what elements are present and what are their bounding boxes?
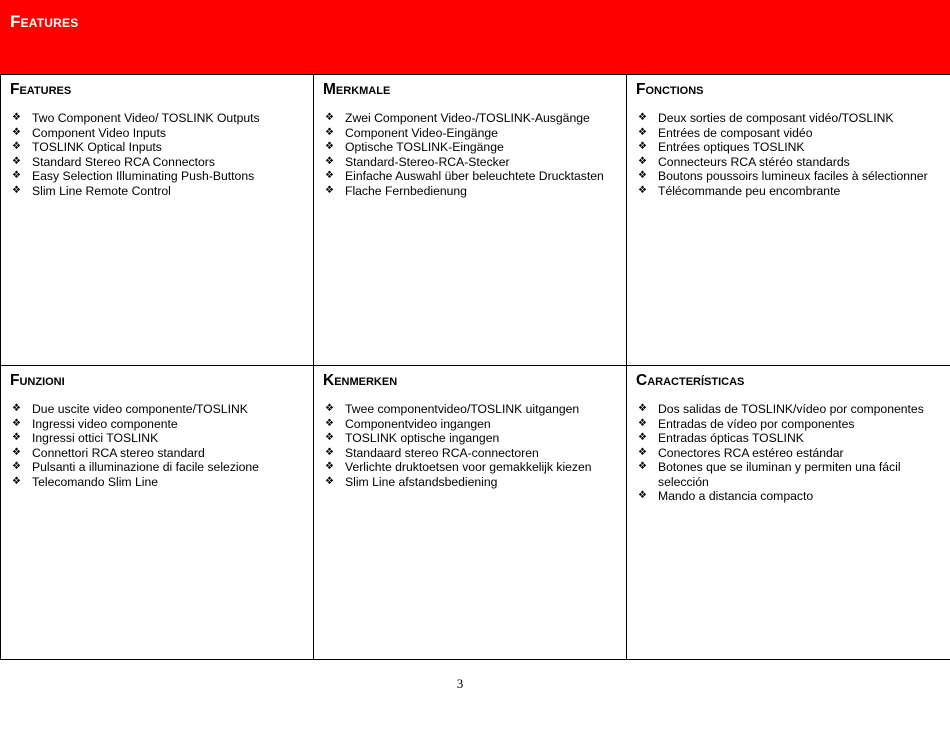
list-item (10, 140, 305, 155)
list-item-text: Télécommande peu encombrante (658, 183, 841, 198)
diamond-bullet-icon: ❖ (638, 432, 647, 443)
list-item-text: Flache Fernbedienung (345, 183, 467, 198)
feature-list (10, 111, 305, 198)
list-item-text: Entradas ópticas TOSLINK (658, 431, 804, 445)
diamond-bullet-icon: ❖ (12, 461, 21, 472)
list-item (10, 169, 305, 184)
list-item (10, 111, 305, 126)
diamond-bullet-icon: ❖ (638, 446, 647, 458)
diamond-bullet-icon: ❖ (638, 461, 647, 472)
list-item-text: Dos salidas de TOSLINK/vídeo por componentes (658, 402, 924, 416)
diamond-bullet-icon: ❖ (12, 126, 21, 138)
diamond-bullet-icon: ❖ (12, 446, 21, 458)
list-item (636, 446, 942, 461)
list-item (636, 169, 942, 184)
list-item-text: Ingressi ottici TOSLINK (32, 431, 159, 445)
list-item (323, 184, 618, 199)
diamond-bullet-icon: ❖ (12, 475, 21, 487)
page-number: 3 (456, 676, 464, 691)
section-french (627, 75, 950, 366)
diamond-bullet-icon: ❖ (325, 170, 334, 181)
list-item (10, 402, 305, 417)
list-item (636, 155, 942, 170)
diamond-bullet-icon: ❖ (325, 155, 334, 167)
section-title: Características (636, 372, 745, 389)
features-table (0, 75, 950, 660)
list-item-text: Component Video Inputs (32, 125, 166, 140)
diamond-bullet-icon: ❖ (325, 141, 334, 152)
diamond-bullet-icon: ❖ (325, 475, 334, 487)
section-spanish (627, 366, 950, 659)
list-item (10, 417, 305, 432)
section-dutch (314, 366, 627, 659)
feature-list (323, 402, 618, 489)
list-item (10, 126, 305, 141)
diamond-bullet-icon: ❖ (325, 417, 334, 429)
list-item (636, 417, 942, 432)
diamond-bullet-icon: ❖ (638, 112, 647, 123)
list-item-text: Verlichte druktoetsen voor gemakkelijk kiezen (345, 460, 592, 474)
section-english (1, 75, 314, 366)
section-title: Kenmerken (323, 372, 398, 389)
list-item-text: Slim Line afstandsbediening (345, 474, 498, 489)
feature-list (323, 111, 618, 198)
list-item (323, 460, 618, 475)
list-item-text: Botones que se iluminan y permiten una fácil selección (658, 460, 901, 489)
list-item-text: Telecomando Slim Line (32, 474, 159, 489)
list-item (323, 402, 618, 417)
diamond-bullet-icon: ❖ (325, 461, 334, 472)
diamond-bullet-icon: ❖ (325, 432, 334, 443)
list-item (636, 402, 942, 417)
section-title: Features (10, 81, 72, 98)
list-item (323, 155, 618, 170)
header-title: Features (10, 12, 79, 31)
diamond-bullet-icon: ❖ (325, 446, 334, 458)
list-item-text: TOSLINK Optical Inputs (32, 140, 162, 154)
section-title: Funzioni (10, 372, 65, 389)
list-item-text: Entradas de vídeo por componentes (658, 416, 855, 431)
list-item-text: Zwei Component Video-/TOSLINK-Ausgänge (345, 111, 590, 125)
diamond-bullet-icon: ❖ (638, 490, 647, 501)
header-banner (0, 0, 950, 75)
list-item-text: Einfache Auswahl über beleuchtete Drucktasten (345, 169, 604, 183)
diamond-bullet-icon: ❖ (638, 141, 647, 152)
list-item (10, 184, 305, 199)
list-item-text: Componentvideo ingangen (345, 416, 491, 431)
list-item (323, 475, 618, 490)
list-item-text: Connettori RCA stereo standard (32, 445, 205, 460)
list-item-text: Pulsanti a illuminazione di facile selezione (32, 460, 259, 474)
diamond-bullet-icon: ❖ (325, 126, 334, 138)
diamond-bullet-icon: ❖ (12, 170, 21, 181)
diamond-bullet-icon: ❖ (325, 184, 334, 196)
list-item-text: Entrées de composant vidéo (658, 125, 813, 140)
list-item-text: Entrées optiques TOSLINK (658, 140, 805, 154)
list-item-text: Slim Line Remote Control (32, 183, 171, 198)
list-item (323, 431, 618, 446)
feature-list (10, 402, 305, 489)
list-item (10, 460, 305, 475)
list-item-text: Component Video-Eingänge (345, 125, 498, 140)
list-item (636, 140, 942, 155)
list-item (10, 155, 305, 170)
list-item (10, 431, 305, 446)
diamond-bullet-icon: ❖ (638, 155, 647, 167)
list-item (636, 184, 942, 199)
diamond-bullet-icon: ❖ (12, 403, 21, 414)
diamond-bullet-icon: ❖ (325, 403, 334, 414)
feature-list (636, 402, 942, 504)
diamond-bullet-icon: ❖ (638, 417, 647, 429)
list-item (10, 446, 305, 461)
diamond-bullet-icon: ❖ (12, 155, 21, 167)
list-item-text: Mando a distancia compacto (658, 489, 814, 503)
diamond-bullet-icon: ❖ (638, 170, 647, 181)
section-title: Fonctions (636, 81, 704, 98)
list-item-text: Standaard stereo RCA-connectoren (345, 445, 539, 460)
list-item (323, 111, 618, 126)
list-item-text: Two Component Video/ TOSLINK Outputs (32, 111, 260, 125)
list-item (323, 140, 618, 155)
list-item-text: Standard Stereo RCA Connectors (32, 154, 215, 169)
list-item-text: Optische TOSLINK-Eingänge (345, 140, 504, 154)
list-item-text: TOSLINK optische ingangen (345, 431, 500, 445)
diamond-bullet-icon: ❖ (638, 184, 647, 196)
list-item (636, 489, 942, 504)
list-item (636, 460, 942, 489)
list-item-text: Due uscite video componente/TOSLINK (32, 402, 248, 416)
diamond-bullet-icon: ❖ (12, 417, 21, 429)
list-item-text: Twee componentvideo/TOSLINK uitgangen (345, 402, 580, 416)
list-item (636, 111, 942, 126)
list-item (636, 126, 942, 141)
section-german (314, 75, 627, 366)
list-item-text: Deux sorties de composant vidéo/TOSLINK (658, 111, 894, 125)
list-item-text: Conectores RCA estéreo estándar (658, 445, 844, 460)
list-item (10, 475, 305, 490)
diamond-bullet-icon: ❖ (12, 141, 21, 152)
list-item-text: Ingressi video componente (32, 416, 178, 431)
section-title: Merkmale (323, 81, 391, 98)
list-item (323, 169, 618, 184)
list-item (323, 417, 618, 432)
diamond-bullet-icon: ❖ (638, 403, 647, 414)
list-item-text: Standard-Stereo-RCA-Stecker (345, 154, 510, 169)
list-item-text: Connecteurs RCA stéréo standards (658, 154, 850, 169)
diamond-bullet-icon: ❖ (12, 432, 21, 443)
diamond-bullet-icon: ❖ (12, 184, 21, 196)
diamond-bullet-icon: ❖ (325, 112, 334, 123)
feature-list (636, 111, 942, 198)
list-item-text: Boutons poussoirs lumineux faciles à sélectionner (658, 169, 928, 183)
diamond-bullet-icon: ❖ (12, 112, 21, 123)
section-italian (1, 366, 314, 659)
list-item-text: Easy Selection Illuminating Push-Buttons (32, 169, 255, 183)
list-item (636, 431, 942, 446)
list-item (323, 126, 618, 141)
list-item (323, 446, 618, 461)
diamond-bullet-icon: ❖ (638, 126, 647, 138)
